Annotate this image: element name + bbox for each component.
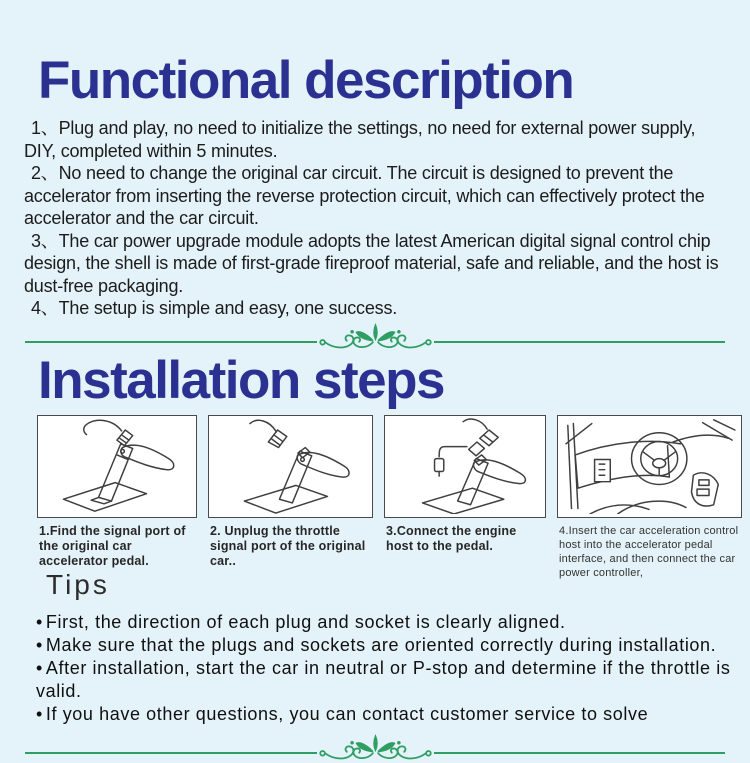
step-4-caption: 4.Insert the car acceleration control host into the accelerator pedal interface, and then connect the car power controller,	[559, 524, 739, 579]
tips-list	[36, 611, 740, 726]
installation-steps-row	[37, 415, 742, 580]
tip-item-1: • First, the direction of each plug and socket is clearly aligned.	[36, 611, 740, 634]
installation-step-3	[384, 415, 546, 554]
divider-line-right	[434, 341, 726, 343]
functional-item-4: 4、The setup is simple and easy, one success.	[31, 298, 398, 318]
functional-description-list	[24, 117, 730, 320]
pedal-unplugged-connector-illustration	[213, 418, 368, 514]
functional-item-2: 2、No need to change the original car circuit. The circuit is designed to prevent the accelerator from inserting the reverse protection circuit, which can effectively protect the accelerator and the car circuit.	[24, 163, 705, 228]
step-3-caption: 3.Connect the engine host to the pedal.	[386, 523, 517, 553]
tip-item-2: • Make sure that the plugs and sockets are oriented correctly during installation.	[36, 634, 740, 657]
green-flourish-ornament	[318, 733, 433, 763]
installation-steps-title: Installation steps	[38, 350, 444, 410]
accelerator-pedal-with-cable-illustration	[42, 418, 192, 514]
tip-item-4: • If you have other questions, you can contact customer service to solve	[36, 703, 740, 726]
tip-item-3: • After installation, start the car in neutral or P-stop and determine if the throttle is valid.	[36, 657, 740, 703]
functional-description-title: Functional description	[38, 51, 574, 110]
tips-title: Tips	[46, 568, 110, 600]
dashboard-with-controller-illustration	[561, 418, 738, 514]
ornamental-divider-top	[25, 322, 725, 352]
installation-step-1	[37, 415, 197, 569]
step-1-illustration-box	[37, 415, 197, 518]
pedal-with-engine-host-illustration	[389, 418, 541, 514]
ornamental-divider-bottom	[25, 733, 725, 763]
installation-step-4	[557, 415, 742, 580]
divider-line-right	[434, 752, 726, 754]
divider-line-left	[25, 752, 317, 754]
divider-line-left	[25, 341, 317, 343]
green-flourish-ornament	[318, 322, 433, 352]
installation-step-2	[208, 415, 373, 569]
functional-item-3: 3、The car power upgrade module adopts the latest American digital signal control chip design, the shell is made of first-grade fireproof material, safe and reliable, and the host is dust-free packaging.	[24, 230, 719, 296]
step-2-caption: 2. Unplug the throttle signal port of the original car..	[210, 523, 366, 568]
functional-item-1: 1、Plug and play, no need to initialize the settings, no need for external power supply, DIY, completed within 5 minutes.	[24, 118, 696, 161]
step-3-illustration-box	[384, 415, 546, 518]
step-4-illustration-box	[557, 415, 742, 518]
step-2-illustration-box	[208, 415, 373, 518]
step-1-caption: 1.Find the signal port of the original car accelerator pedal.	[39, 523, 186, 568]
